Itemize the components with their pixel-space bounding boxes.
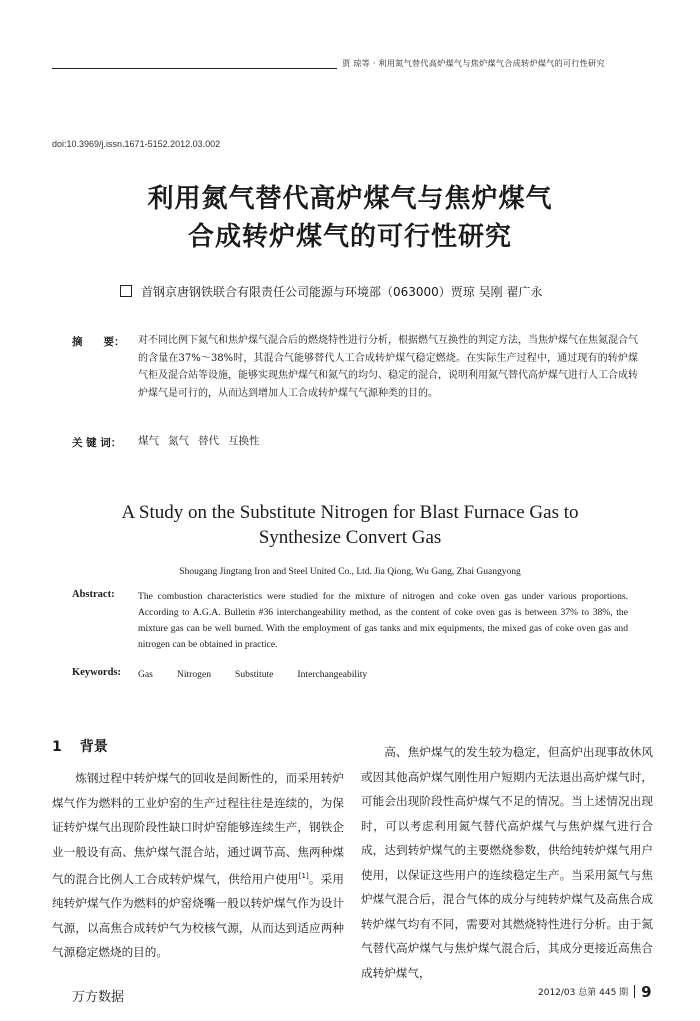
title-en-line-1: A Study on the Substitute Nitrogen for Blast Furnace Gas to xyxy=(121,502,579,523)
left-paragraph-text: 炼钢过程中转炉煤气的回收是间断性的，而采用转炉煤气作为燃料的工业炉窑的生产过程往往是连续的，为保证转炉煤气出现阶段性缺口时炉窑能够连续生产，钢铁企业一般设有高、焦炉煤气混合站，通过调节高、焦两种煤气的混合比例人工合成转炉煤气，供给用户使用 xyxy=(52,771,344,886)
page-number: 9 xyxy=(641,983,652,1001)
title-en-line-2: Synthesize Convert Gas xyxy=(258,527,442,548)
divider xyxy=(634,985,635,998)
header-rule xyxy=(52,68,337,69)
abstract-cn-text: 对不同比例下氮气和焦炉煤气混合后的燃烧特性进行分析，根据燃气互换性的判定方法，当焦炉煤气在焦氮混合气的含量在37%～38%时，其混合气能够替代人工合成转炉煤气稳定燃烧。在实际生产过程中，通过现有的转炉煤气柜及混合站等设施，能够实现焦炉煤气和氮气的均匀、稳定的混合，说明利用氮气替代高炉煤气进行人工合成转炉煤气是可行的，从而达到增加人工合成转炉煤气气源种类的目的。 xyxy=(138,335,638,399)
section-heading xyxy=(52,736,126,756)
section-number: 1 xyxy=(52,739,62,755)
square-icon xyxy=(120,285,132,297)
affiliation-cn-text: 首钢京唐钢铁联合有限责任公司能源与环境部（063000）贾琼 吴刚 翟广永 xyxy=(141,285,543,299)
abstract-cn-label: 摘 要： xyxy=(72,336,125,348)
section-title: 背景 xyxy=(79,739,108,755)
right-paragraph: 高、焦炉煤气的发生较为稳定，但高炉出现事故休风或因其他高炉煤气刚性用户短期内无法退出高炉煤气时，可能会出现阶段性高炉煤气不足的情况。当上述情况出现时，可以考虑利用氮气替代高炉煤气与焦炉煤气进行合成，达到转炉煤气的主要燃烧参数，供给纯转炉煤气用户使用，以保证这些用户的连续稳定生产。当采用氮气与焦炉煤气混合后，混合气体的成分与纯转炉煤气及高焦合成转炉煤气均有不同，需要对其燃烧特性进行分析。由于氮气替代高炉煤气与焦炉煤气混合后，其成分更接近高焦合成转炉煤气， xyxy=(361,745,653,980)
keywords-cn-label: 关 键 词： xyxy=(72,437,122,449)
footer-issue xyxy=(538,983,652,1001)
keyword-en: Interchangeability xyxy=(297,669,368,680)
keyword-en: Substitute xyxy=(235,669,274,680)
citation-ref[interactable]: [1] xyxy=(298,872,309,880)
issue-info: 2012/03 总第 445 期 xyxy=(538,988,629,998)
affiliation-en: Shougang Jingtang Iron and Steel United Co., Ltd. Jia Qiong, Wu Gang, Zhai Guangyong xyxy=(179,567,521,577)
keyword-cn: 替代 xyxy=(198,435,219,447)
keyword-cn: 煤气 xyxy=(138,435,159,447)
left-paragraph-text-cont: 。采用纯转炉煤气作为燃料的炉窑烧嘴一般以转炉煤气作为设计气源，以高焦合成转炉气为校核气源，从而达到适应两种气源稳定燃烧的目的。 xyxy=(52,871,344,960)
keyword-cn: 氮气 xyxy=(168,435,189,447)
affiliation-cn xyxy=(120,283,542,300)
left-column xyxy=(52,766,344,965)
keyword-cn: 互换性 xyxy=(228,435,260,447)
left-paragraph xyxy=(52,766,344,965)
right-column xyxy=(361,740,653,985)
title-cn-line-2: 合成转炉煤气的可行性研究 xyxy=(187,222,512,252)
title-cn-line-1: 利用氮气替代高炉煤气与焦炉煤气 xyxy=(147,184,553,214)
abstract-en-label: Abstract: xyxy=(72,589,115,600)
keywords-en-label: Keywords: xyxy=(72,667,121,678)
footer-watermark: 万方数据 xyxy=(72,990,125,1005)
running-head: 贾 琼等 · 利用氮气替代高炉煤气与焦炉煤气合成转炉煤气的可行性研究 xyxy=(342,58,605,68)
keywords-cn-list xyxy=(138,433,638,451)
doi[interactable]: doi:10.3969/j.issn.1671-5152.2012.03.002 xyxy=(52,139,221,149)
abstract-en-text: The combustion characteristics were studied for the mixture of nitrogen and coke oven gas under various proportions. According to A.G.A. Bulletin #36 interchangeability method, as the content of coke oven gas is between 37% to 38%, the mixture gas can be well burned. With the employment of gas tanks and mix equipments, the mixed gas of coke oven gas and nitrogen can be obtained in practice. xyxy=(138,591,628,650)
keyword-en: Nitrogen xyxy=(176,669,212,680)
keywords-en-list xyxy=(138,667,628,683)
keyword-en: Gas xyxy=(138,669,153,680)
